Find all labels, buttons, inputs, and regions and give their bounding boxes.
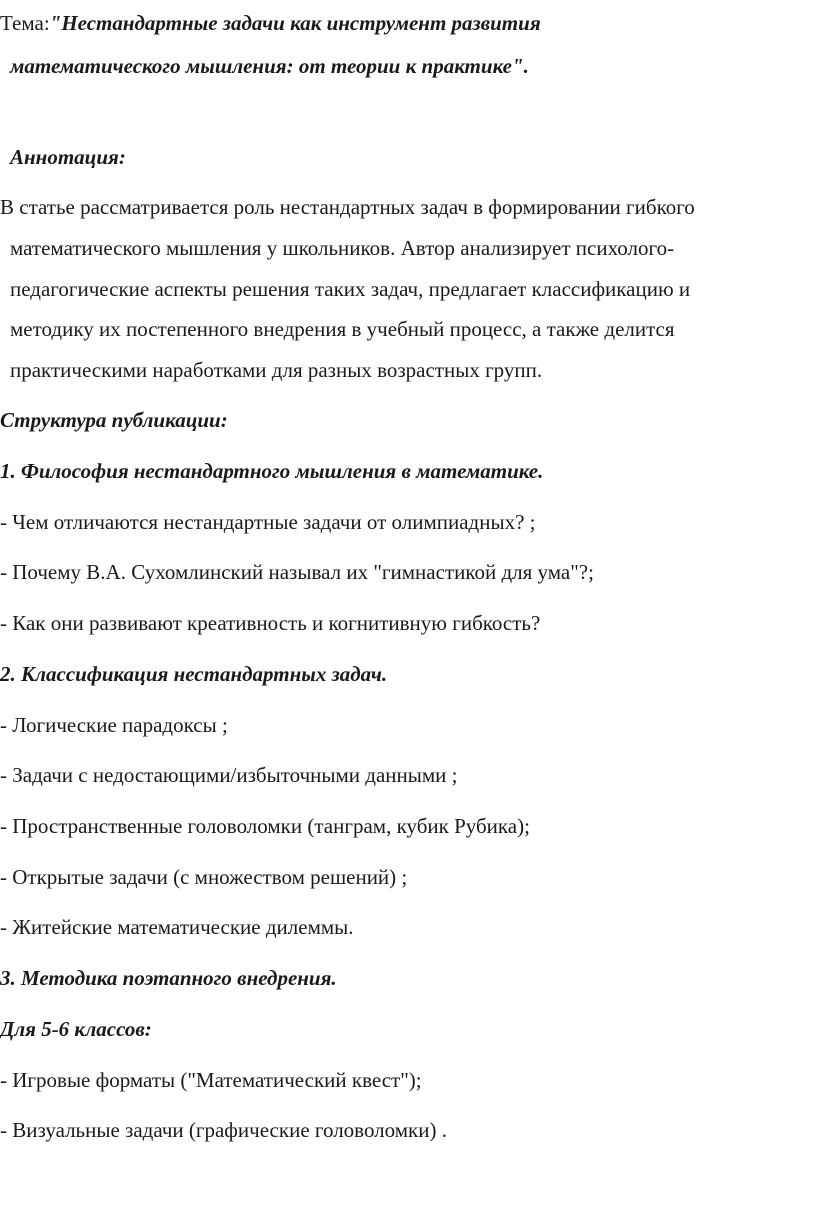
annotation-heading: Аннотация: — [10, 145, 126, 169]
section-1-heading: 1. Философия нестандартного мышления в математике. — [0, 459, 544, 483]
structure-heading: Структура публикации: — [0, 408, 228, 432]
section-3-subheading: Для 5-6 классов: — [0, 1017, 152, 1041]
section-3-heading: 3. Методика поэтапного внедрения. — [0, 966, 337, 990]
annotation-line-3: педагогические аспекты решения таких задач, предлагает классификацию и — [10, 277, 691, 301]
list-item: - Житейские математические дилеммы. — [0, 915, 354, 939]
list-item: - Логические парадоксы ; — [0, 713, 228, 737]
list-item: - Открытые задачи (с множеством решений) ; — [0, 865, 408, 889]
list-item: - Задачи с недостающими/избыточными данными ; — [0, 763, 458, 787]
topic-label: Тема: — [0, 11, 50, 35]
annotation-line-1: В статье рассматривается роль нестандартных задач в формировании гибкого — [0, 195, 695, 219]
list-item: - Пространственные головоломки (танграм, кубик Рубика); — [0, 814, 530, 838]
topic-title-line-2: математического мышления: от теории к практике". — [10, 54, 529, 78]
topic-title-line-1: "Нестандартные задачи как инструмент развития — [49, 11, 541, 35]
annotation-line-2: математического мышления у школьников. Автор анализирует психолого- — [10, 236, 675, 260]
annotation-line-5: практическими наработками для разных возрастных групп. — [10, 358, 543, 382]
section-2-heading: 2. Классификация нестандартных задач. — [0, 662, 388, 686]
list-item: - Как они развивают креативность и когнитивную гибкость? — [0, 611, 541, 635]
list-item: - Почему В.А. Сухомлинский называл их "гимнастикой для ума"?; — [0, 560, 594, 584]
list-item: - Визуальные задачи (графические головоломки) . — [0, 1118, 447, 1142]
list-item: - Игровые форматы ("Математический квест"); — [0, 1068, 422, 1092]
topic-line-1 — [0, 10, 541, 36]
annotation-line-4: методику их постепенного внедрения в учебный процесс, а также делится — [10, 317, 675, 341]
list-item: - Чем отличаются нестандартные задачи от олимпиадных? ; — [0, 510, 536, 534]
